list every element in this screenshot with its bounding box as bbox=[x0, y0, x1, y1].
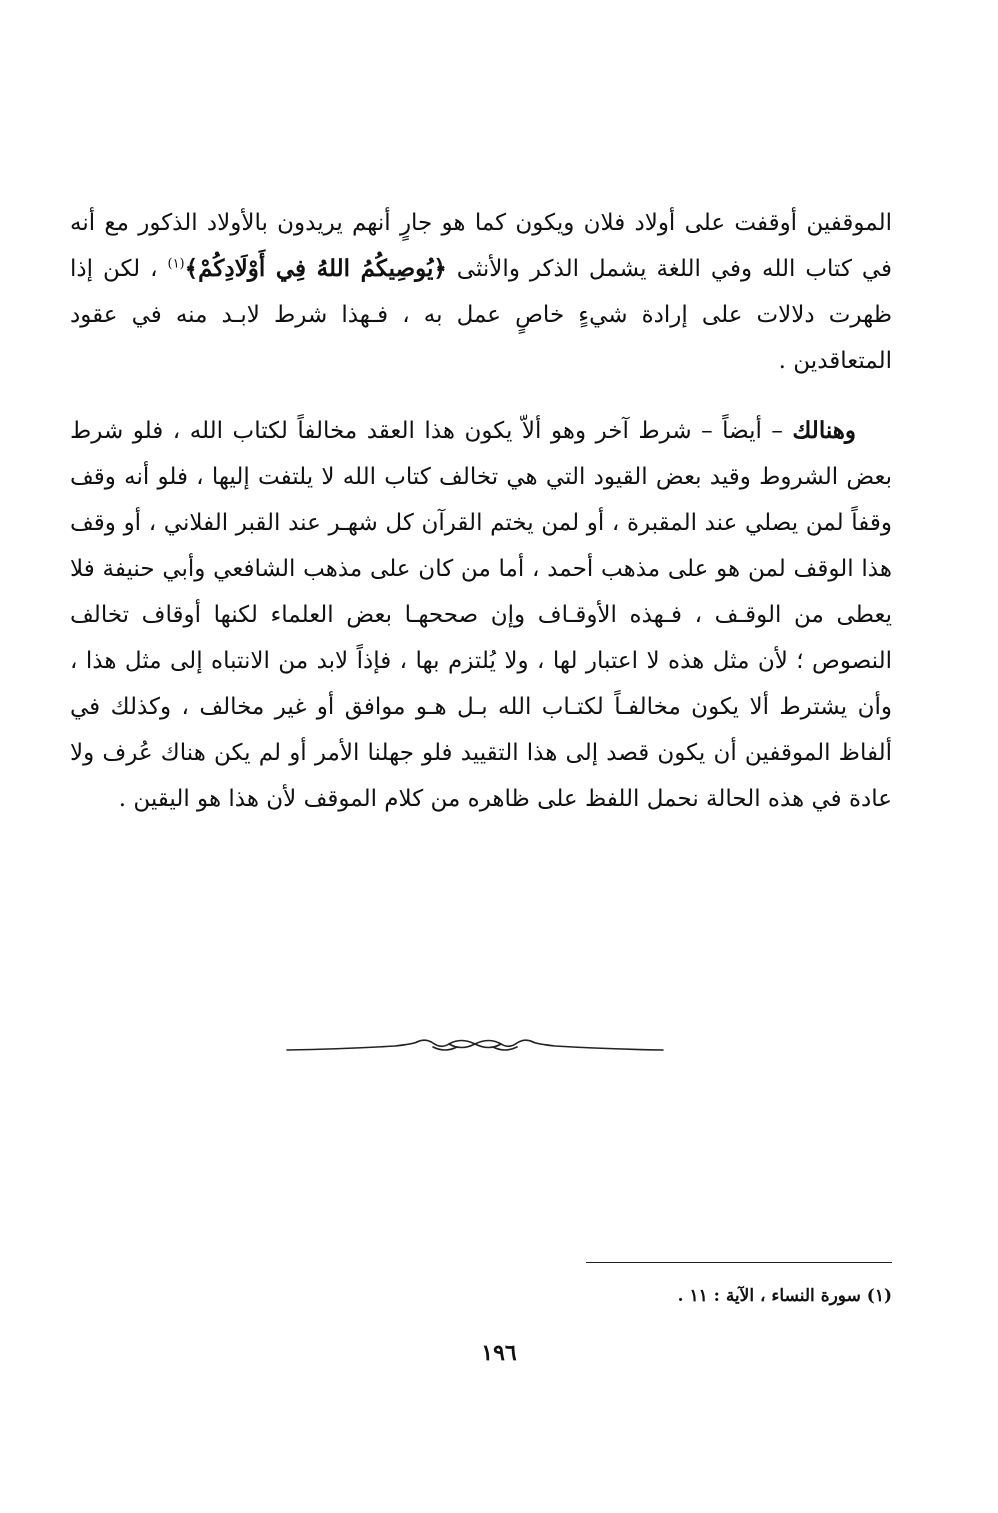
footnote-reference[interactable]: (١) bbox=[167, 256, 185, 272]
footnote-separator bbox=[586, 1262, 892, 1263]
page-number: ١٩٦ bbox=[481, 1340, 517, 1366]
paragraph-1 bbox=[70, 200, 892, 384]
paragraph-1-text-b: ، لكن إذا ظهرت دلالات على إرادة شيءٍ خاصٍ عمل به ، فـهذا شرط لابـد منه في عقود المتعاقدين . bbox=[70, 256, 892, 374]
quran-verse: ﴿يُوصِيكُمُ اللهُ فِي أَوْلَادِكُمْ﴾ bbox=[184, 255, 447, 282]
body-text bbox=[70, 200, 892, 846]
paragraph-2-lead-word: وهنالك bbox=[792, 417, 856, 444]
paragraph-1-text-a: الموقفين أوقفت على أولاد فلان ويكون كما هو جارٍ أنهم يريدون بالأولاد الذكور مع أنه في كتاب الله وفي اللغة يشمل الذكر والأنثى bbox=[70, 210, 892, 282]
ornament-divider bbox=[285, 1034, 665, 1058]
paragraph-2-text: – أيضاً – شرط آخر وهو ألاّ يكون هذا العقد مخالفاً لكتاب الله ، فلو شرط بعض الشروط وقيد بعض القيود التي هي تخالف كتاب الله لا يلتفت إليها ، فلو أنه وقف وقفاً لمن يصلي عند المقبرة ، أو لمن يختم القرآن كل شهـر عند القبر الفلاني ، أو وقف هذا الوقف لمن هو على مذهب أحمد ، أما من كان على مذهب الشافعي وأبي حنيفة فلا يعطى من الوقـف ، فـهذه الأوقـاف وإن صححهـا بعض العلماء لكنها أوقاف تخالف النصوص ؛ لأن مثل هذه لا اعتبار لها ، ولا يُلتزم بها ، فإذاً لابد من الانتباه إلى مثل هذا ، وأن يشترط ألا يكون مخالفـاً لكتـاب الله بـل هـو موافق أو غير مخالف ، وكذلك في ألفاظ الموقفين أن يكون قصد إلى هذا التقييد فلو جهلنا الأمر أو لم يكن هناك عُرف ولا عادة في هذه الحالة نحمل اللفظ على ظاهره من كلام الموقف لأن هذا هو اليقين . bbox=[70, 418, 892, 812]
footnote: (١) سورة النساء ، الآية : ١١ . bbox=[677, 1286, 892, 1306]
paragraph-2 bbox=[70, 408, 892, 822]
